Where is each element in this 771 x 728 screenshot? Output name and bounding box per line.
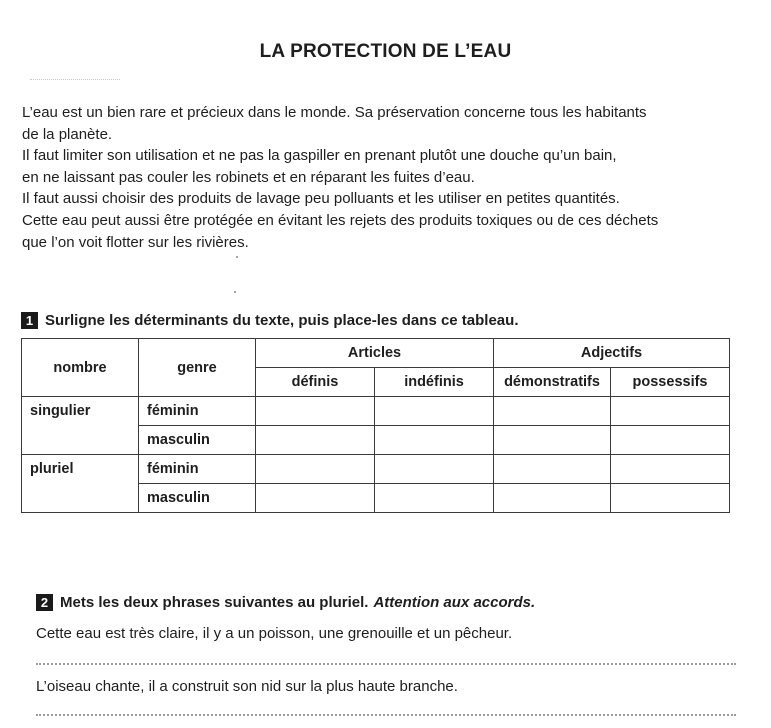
speck bbox=[234, 291, 236, 293]
page-title: LA PROTECTION DE L’EAU bbox=[259, 41, 512, 62]
header-definis: définis bbox=[256, 368, 375, 397]
answer-line[interactable] bbox=[36, 663, 736, 665]
text-line: Cette eau peut aussi être protégée en évitant les rejets des produits toxiques ou de ces déchets bbox=[22, 211, 659, 229]
exercise-2-emphasis: Attention aux accords. bbox=[373, 594, 536, 611]
answer-cell[interactable] bbox=[611, 455, 730, 484]
text-line: L’eau est un bien rare et précieux dans le monde. Sa préservation concerne tous les habitants bbox=[22, 104, 647, 121]
answer-cell[interactable] bbox=[375, 426, 494, 455]
exercise-2-instruction bbox=[36, 594, 535, 611]
row-label-masculin: masculin bbox=[139, 484, 256, 513]
row-label-pluriel: pluriel bbox=[22, 455, 139, 484]
answer-cell[interactable] bbox=[375, 455, 494, 484]
text-passage bbox=[22, 102, 742, 253]
answer-cell[interactable] bbox=[494, 455, 611, 484]
answer-cell[interactable] bbox=[494, 484, 611, 513]
answer-line[interactable] bbox=[36, 714, 736, 716]
text-line: de la planète. bbox=[22, 125, 113, 143]
text-line: que l’on voit flotter sur les rivières. bbox=[22, 233, 249, 251]
row-label-feminin: féminin bbox=[139, 455, 256, 484]
sentence-1: Cette eau est très claire, il y a un poisson, une grenouille et un pêcheur. bbox=[36, 625, 513, 642]
text-line: Il faut aussi choisir des produits de lavage peu polluants et les utiliser en petites quantités. bbox=[22, 190, 620, 208]
row-label-masculin: masculin bbox=[139, 426, 256, 455]
row-label-singulier: singulier bbox=[22, 397, 139, 426]
text-line: Il faut limiter son utilisation et ne pas la gaspiller en prenant plutôt une douche qu’un bain, bbox=[22, 147, 617, 165]
answer-cell[interactable] bbox=[256, 455, 375, 484]
header-demonstratifs: démonstratifs bbox=[494, 368, 611, 397]
answer-cell[interactable] bbox=[375, 484, 494, 513]
exercise-1-text: Surligne les déterminants du texte, puis place-les dans ce tableau. bbox=[45, 312, 519, 329]
answer-cell[interactable] bbox=[256, 397, 375, 426]
answer-cell[interactable] bbox=[611, 426, 730, 455]
answer-cell[interactable] bbox=[375, 397, 494, 426]
answer-cell[interactable] bbox=[494, 397, 611, 426]
row-label-feminin: féminin bbox=[139, 397, 256, 426]
header-adjectifs: Adjectifs bbox=[494, 339, 730, 368]
title-dotted-rule bbox=[30, 79, 120, 80]
header-possessifs: possessifs bbox=[611, 368, 730, 397]
sentence-2: L’oiseau chante, il a construit son nid sur la plus haute branche. bbox=[36, 678, 458, 695]
header-indefinis: indéfinis bbox=[375, 368, 494, 397]
answer-cell[interactable] bbox=[611, 484, 730, 513]
exercise-1-number: 1 bbox=[21, 312, 38, 329]
exercise-1-instruction bbox=[21, 312, 518, 329]
header-nombre: nombre bbox=[22, 339, 139, 397]
answer-cell[interactable] bbox=[256, 484, 375, 513]
text-line: en ne laissant pas couler les robinets et en réparant les fuites d’eau. bbox=[22, 168, 475, 186]
row-label-empty bbox=[22, 484, 139, 513]
answer-cell[interactable] bbox=[611, 397, 730, 426]
row-label-empty bbox=[22, 426, 139, 455]
answer-cell[interactable] bbox=[256, 426, 375, 455]
header-articles: Articles bbox=[256, 339, 494, 368]
header-genre: genre bbox=[139, 339, 256, 397]
determinants-table bbox=[21, 338, 730, 513]
exercise-2-text: Mets les deux phrases suivantes au pluriel. bbox=[60, 594, 369, 611]
answer-cell[interactable] bbox=[494, 426, 611, 455]
exercise-2-number: 2 bbox=[36, 594, 53, 611]
speck bbox=[236, 256, 238, 258]
